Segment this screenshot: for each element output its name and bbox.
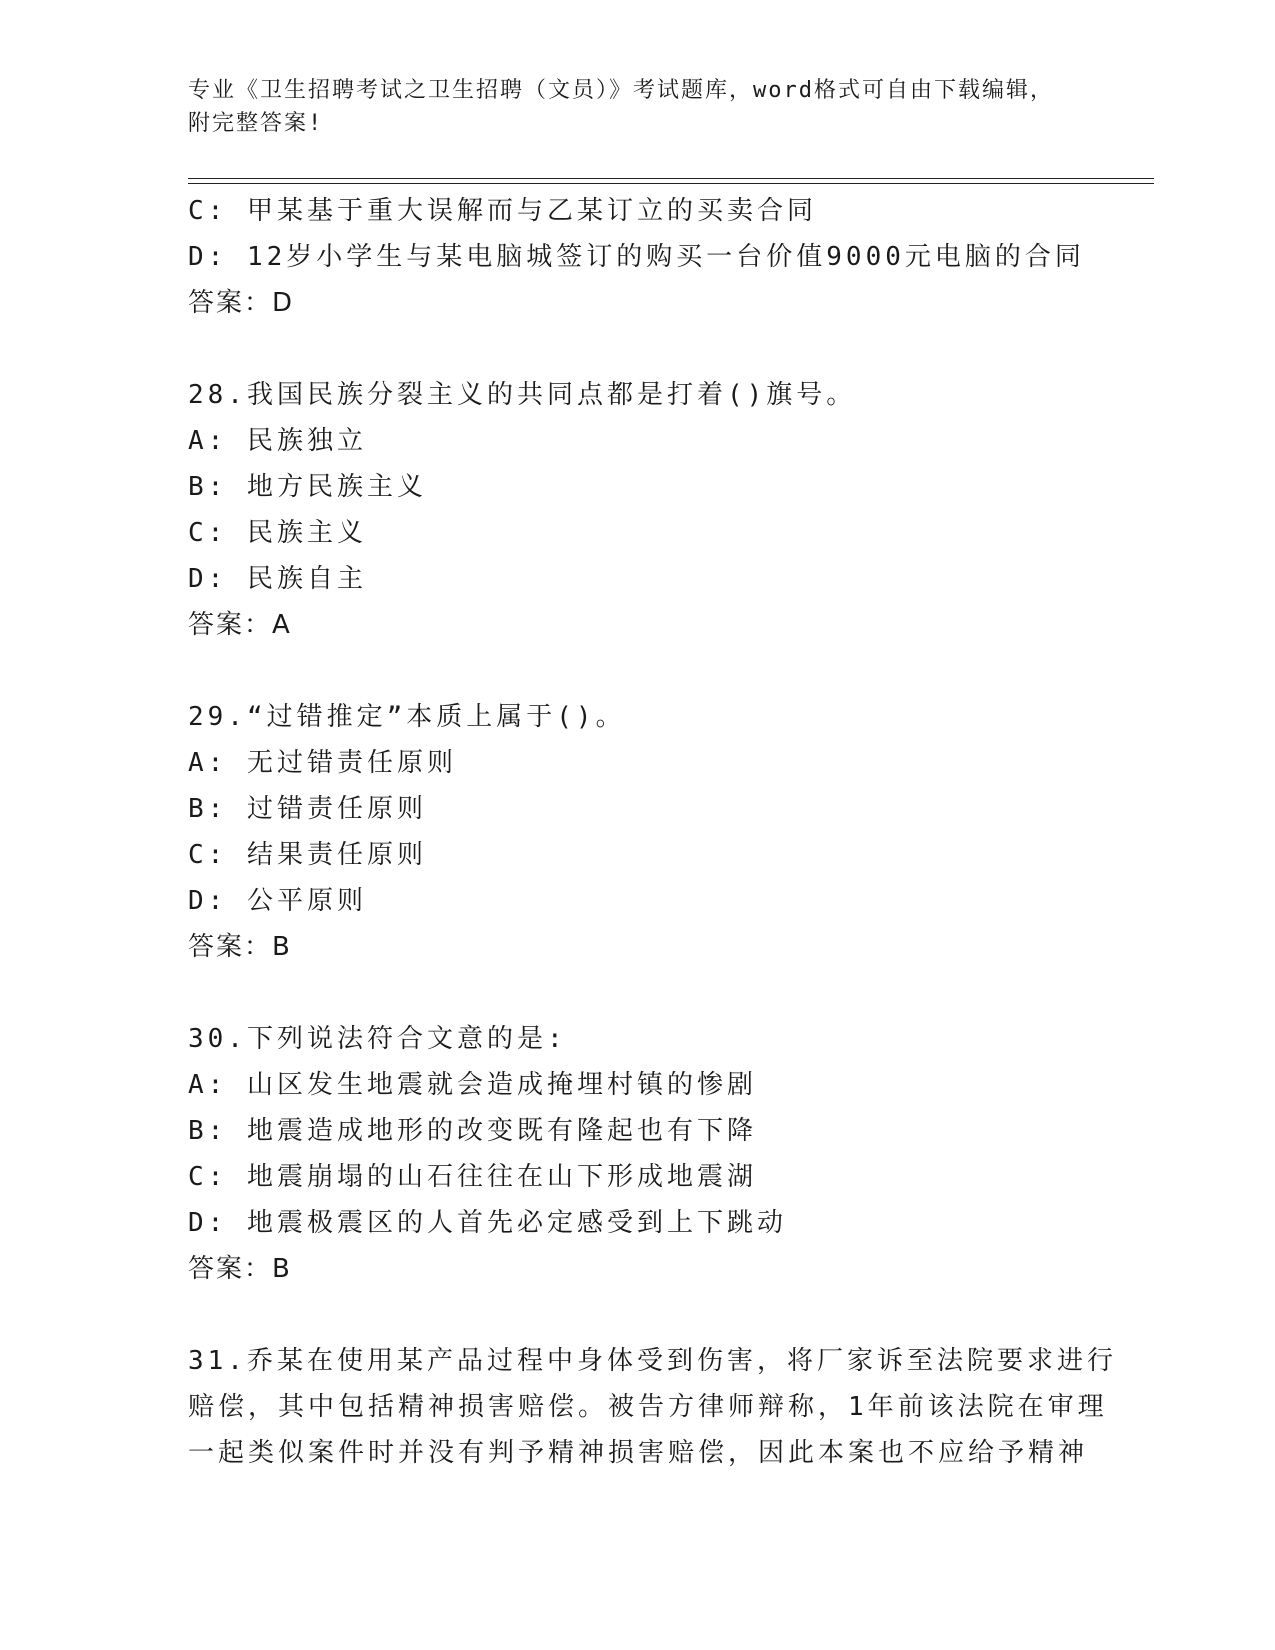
question-stem-line: 31.乔某在使用某产品过程中身体受到伤害，将厂家诉至法院要求进行: [188, 1346, 1117, 1376]
option-d: D: 12岁小学生与某电脑城签订的购买一台价值9000元电脑的合同: [188, 242, 1085, 272]
question-continuation: [188, 188, 1088, 326]
option-b: B: 地方民族主义: [188, 472, 427, 502]
option-b: B: 过错责任原则: [188, 794, 427, 824]
document-header: 专业《卫生招聘考试之卫生招聘（文员）》考试题库，word格式可自由下载编辑，附完整答案!: [188, 78, 1054, 136]
option-c: C: 结果责任原则: [188, 840, 427, 870]
option-d: D: 地震极震区的人首先必定感受到上下跳动: [188, 1208, 787, 1238]
question-28: [188, 372, 1088, 648]
option-a: A: 山区发生地震就会造成掩埋村镇的惨剧: [188, 1070, 757, 1100]
option-c: C: 地震崩塌的山石往往在山下形成地震湖: [188, 1162, 757, 1192]
question-stem: 29.“过错推定”本质上属于()。: [188, 702, 626, 732]
answer-line: 答案：B: [188, 1254, 292, 1284]
option-a: A: 无过错责任原则: [188, 748, 457, 778]
question-stem-line: 赔偿，其中包括精神损害赔偿。被告方律师辩称，1年前该法院在审理: [188, 1392, 1108, 1422]
option-a: A: 民族独立: [188, 426, 367, 456]
question-stem-line: 一起类似案件时并没有判予精神损害赔偿，因此本案也不应给予精神: [188, 1438, 1089, 1468]
question-29: [188, 694, 1088, 970]
question-stem: 30.下列说法符合文意的是:: [188, 1024, 567, 1054]
question-stem: 28.我国民族分裂主义的共同点都是打着()旗号。: [188, 380, 857, 410]
option-c: C: 甲某基于重大误解而与乙某订立的买卖合同: [188, 196, 817, 226]
option-d: D: 公平原则: [188, 886, 367, 916]
option-c: C: 民族主义: [188, 518, 367, 548]
option-d: D: 民族自主: [188, 564, 367, 594]
question-31: [188, 1338, 1117, 1476]
header-divider: [188, 178, 1154, 184]
option-b: B: 地震造成地形的改变既有隆起也有下降: [188, 1116, 757, 1146]
answer-line: 答案：D: [188, 288, 295, 318]
answer-line: 答案：A: [188, 610, 292, 640]
answer-line: 答案：B: [188, 932, 292, 962]
document-body: [188, 188, 1117, 1476]
question-30: [188, 1016, 1088, 1292]
